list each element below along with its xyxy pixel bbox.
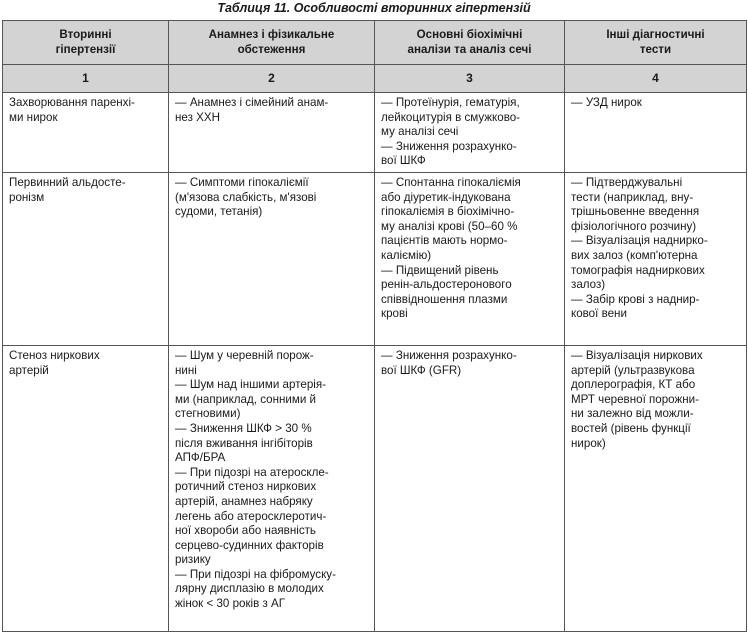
cell-line: му аналізі крові (50–60 % <box>381 219 518 233</box>
cell-line: Первинний альдосте- <box>9 175 126 189</box>
cell-text <box>565 173 746 325</box>
cell-line: томографія надниркових <box>571 263 705 277</box>
column-header <box>3 21 169 65</box>
cell-text <box>375 173 564 325</box>
cell-text <box>375 93 564 172</box>
table-cell <box>375 345 565 631</box>
cell-line: аналізи та аналіз сечі <box>407 42 532 56</box>
cell-line: доплерографія, КТ або <box>571 378 696 392</box>
cell-line: каліємію) <box>381 248 432 262</box>
table-cell <box>169 345 375 631</box>
cell-line: ми нирок <box>9 110 58 124</box>
cell-line: Захворювання паренхі- <box>9 96 135 109</box>
cell-text <box>169 346 374 615</box>
cell-line: ренін-альдостеронового <box>381 278 512 292</box>
table-row <box>3 93 747 173</box>
cell-line: нез ХХН <box>175 110 220 124</box>
cell-line: лярну дисплазію в молодих <box>175 582 324 596</box>
cell-line: гіпертензії <box>55 42 116 56</box>
cell-line: фізіологічного розчину) <box>571 219 697 233</box>
cell-line: Вторинні <box>59 27 112 41</box>
cell-line: ни залежно від можли- <box>571 407 694 421</box>
cell-text <box>375 346 564 381</box>
cell-line: Основні біохімічні <box>416 27 523 41</box>
cell-line: стегновими) <box>175 407 241 421</box>
cell-line: — При підозрі на атероскле- <box>175 465 329 479</box>
cell-line: лейкоцитурія в смужково- <box>381 110 521 124</box>
cell-line: — Шум над іншими артерія- <box>175 378 326 392</box>
cell-line: МРТ черевної порожни- <box>571 392 699 406</box>
cell-line: (м'язова слабкість, м'язові <box>175 190 317 204</box>
cell-line: — Анамнез і сімейний анам- <box>175 96 329 109</box>
cell-line: вих залоз (комп'ютерна <box>571 248 698 262</box>
column-header <box>169 21 375 65</box>
cell-line: — Зниження розрахунко- <box>381 348 517 362</box>
cell-line: кової вени <box>571 307 627 321</box>
table-cell <box>3 172 169 345</box>
table-cell <box>169 172 375 345</box>
cell-line: — УЗД нирок <box>571 96 642 109</box>
cell-text <box>3 346 168 381</box>
table-cell <box>565 172 747 345</box>
cell-line: нині <box>175 363 197 377</box>
cell-line: — Зниження ШКФ > 30 % <box>175 421 312 435</box>
cell-line: залоз) <box>571 278 606 292</box>
cell-line: АПФ/БРА <box>175 451 226 465</box>
cell-line: — Забір крові з наднир- <box>571 292 700 306</box>
table-row <box>3 345 747 631</box>
cell-line: востей (рівень функції <box>571 421 691 435</box>
cell-line: або діуретик-індукована <box>381 190 511 204</box>
cell-line: крові <box>381 307 408 321</box>
column-number: 3 <box>375 65 565 93</box>
cell-line: му аналізі сечі <box>381 125 459 139</box>
cell-line: — Візуалізація ниркових <box>571 348 703 362</box>
cell-line: — Спонтанна гіпокаліємія <box>381 175 521 189</box>
column-number: 2 <box>169 65 375 93</box>
cell-line: — Зниження розрахунко- <box>381 139 517 153</box>
table-cell <box>565 345 747 631</box>
cell-text <box>565 93 746 114</box>
cell-line: — Шум у черевній порож- <box>175 348 314 362</box>
cell-line: ротичний стеноз ниркових <box>175 480 317 494</box>
table-cell <box>3 93 169 173</box>
cell-line: ної хвороби або наявність <box>175 524 316 538</box>
cell-line: — Візуалізація наднирко- <box>571 234 708 248</box>
column-number-row <box>3 65 747 93</box>
cell-line: пацієнтів мають нормо- <box>381 234 508 248</box>
cell-line: судоми, тетанія) <box>175 205 263 219</box>
table-cell <box>375 172 565 345</box>
cell-line: серцево-судинних факторів <box>175 538 324 552</box>
cell-line: тести <box>639 42 672 56</box>
table-cell <box>169 93 375 173</box>
cell-text <box>565 346 746 454</box>
cell-line: артерій <box>9 363 49 377</box>
cell-text <box>169 93 374 128</box>
cell-text <box>169 173 374 223</box>
cell-line: — Протеїнурія, гематурія, <box>381 96 520 109</box>
cell-text <box>3 93 168 128</box>
header-row <box>3 21 747 65</box>
cell-line: артерій (ультразвукова <box>571 363 695 377</box>
cell-line: обстеження <box>237 42 306 56</box>
cell-line: ризику <box>175 553 211 567</box>
table-row <box>3 172 747 345</box>
cell-line: — Симптоми гіпокаліємії <box>175 175 309 189</box>
cell-line: гіпокаліємія в біохімічно- <box>381 205 515 219</box>
column-number: 1 <box>3 65 169 93</box>
column-header <box>565 21 747 65</box>
cell-line: Інші діагностичні <box>606 27 705 41</box>
table-cell <box>3 345 169 631</box>
cell-line: співвідношення плазми <box>381 292 508 306</box>
cell-line: тести (наприклад, вну- <box>571 190 694 204</box>
cell-line: ронізм <box>9 190 45 204</box>
cell-line: трішньовенне введення <box>571 205 700 219</box>
column-header <box>375 21 565 65</box>
table-cell <box>565 93 747 173</box>
cell-line: нирок) <box>571 436 606 450</box>
table-caption: Таблиця 11. Особливості вторинних гіпертензій <box>217 1 531 15</box>
secondary-hypertension-table <box>2 20 747 632</box>
cell-line: вої ШКФ <box>381 154 426 168</box>
cell-line: артерій, анамнез набряку <box>175 494 313 508</box>
column-number: 4 <box>565 65 747 93</box>
cell-line: вої ШКФ (GFR) <box>381 363 462 377</box>
cell-line: — Підтверджувальні <box>571 175 683 189</box>
cell-line: легень або атеросклеротич- <box>175 509 327 523</box>
cell-line: ми (наприклад, сонними й <box>175 392 317 406</box>
cell-line: Стеноз ниркових <box>9 348 100 362</box>
cell-line: — Підвищений рівень <box>381 263 499 277</box>
cell-line: після вживання інгібіторів <box>175 436 313 450</box>
cell-line: Анамнез і фізикальне <box>208 27 335 41</box>
table-cell <box>375 93 565 173</box>
cell-line: — При підозрі на фібромуску- <box>175 567 336 581</box>
cell-text <box>3 173 168 208</box>
cell-line: жінок < 30 років з АГ <box>175 597 286 611</box>
